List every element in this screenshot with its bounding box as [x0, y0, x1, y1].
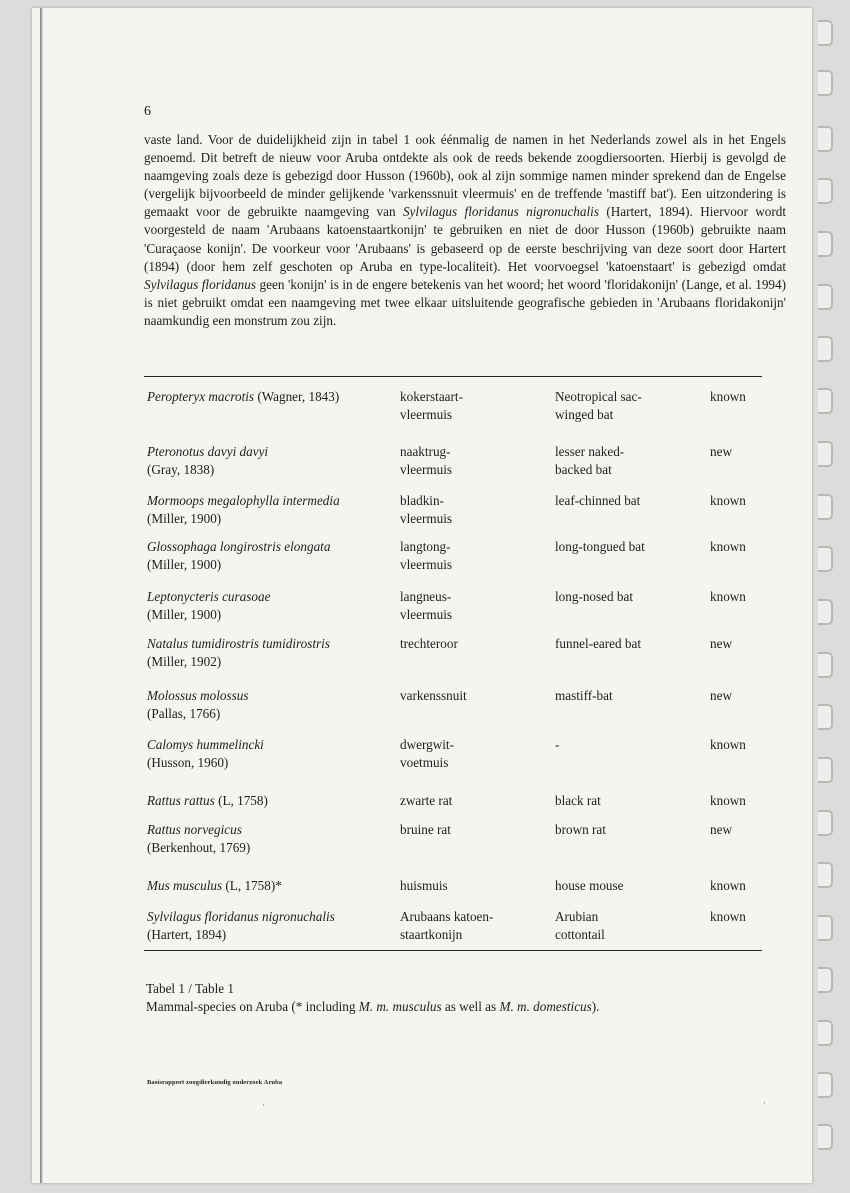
intro-species-name: Sylvilagus floridanus [144, 276, 256, 292]
scan-speck: · [262, 1100, 265, 1110]
status-cell: new [710, 444, 732, 459]
status-cell: known [710, 539, 746, 554]
species-cell [147, 908, 397, 943]
english-name: house mouse [555, 878, 624, 893]
species-author: (L, 1758)* [225, 878, 282, 893]
table-caption [146, 980, 786, 1015]
binder-ring [818, 599, 833, 625]
species-author: (Hartert, 1894) [147, 926, 227, 942]
status-cell: new [710, 822, 732, 837]
binder-ring [818, 915, 833, 941]
english-name: black rat [555, 793, 601, 808]
species-author: (Pallas, 1766) [147, 705, 221, 721]
intro-text: (Hartert, 1894). Hiervoor wordt voorgesteld de naam 'Arubaans katoenstaartkonijn' te gebruiken en niet de door Husson (1960b) gebruikte naam 'Curaçaose konijn'. De voorkeur voor 'Arubaans' is gebaseerd op de eerste beschrijving van deze soort door Hartert (1894) (door hem zelf geschoten op Aruba en type-localiteit). Het voorvoegsel 'katoenstaart' is gebezigd omdat [144, 204, 786, 274]
intro-text: geen 'konijn' is in de engere betekenis van het woord; het woord 'floridakonijn' (Lange, et al. 1994) is niet gebruikt omdat een naamgeving met twee elkaar uitsluitende geografische gebieden in 'Arubaans floridakonijn' naamkundig een monstrum zou zijn. [144, 276, 786, 328]
scientific-name: Glossophaga longirostris elongata [147, 539, 331, 554]
dutch-name: bruine rat [400, 822, 451, 837]
binder-ring [818, 546, 833, 572]
species-cell [147, 687, 397, 722]
binder-ring [818, 494, 833, 520]
binder-ring [818, 1020, 833, 1046]
scientific-name: Peropteryx macrotis [147, 389, 255, 404]
binder-ring [818, 20, 833, 46]
species-cell [147, 388, 397, 406]
status-cell: known [710, 589, 746, 604]
binder-ring [818, 1124, 833, 1150]
binder-ring [818, 126, 833, 152]
english-name: lesser naked- backed bat [555, 444, 625, 477]
intro-paragraph [144, 131, 786, 330]
scientific-name: Calomys hummelincki [147, 737, 264, 752]
english-name: - [555, 737, 560, 752]
dutch-name: zwarte rat [400, 793, 453, 808]
status-cell: known [710, 737, 746, 752]
english-name: long-nosed bat [555, 589, 634, 604]
scientific-name: Leptonycteris curasoae [147, 589, 271, 604]
status-cell: new [710, 636, 732, 651]
status-cell: known [710, 389, 746, 404]
status-cell: known [710, 793, 746, 808]
binding-edge [40, 8, 43, 1183]
caption-description: Mammal-species on Aruba (* including M. m. musculus as well as M. m. domesticus). [146, 998, 600, 1014]
scientific-name: Rattus norvegicus [147, 822, 242, 837]
species-cell [147, 736, 397, 771]
english-name: Neotropical sac- winged bat [555, 389, 642, 422]
english-name: leaf-chinned bat [555, 493, 641, 508]
status-cell: known [710, 878, 746, 893]
english-name: brown rat [555, 822, 606, 837]
status-cell: new [710, 688, 732, 703]
binder-ring [818, 388, 833, 414]
species-cell [147, 492, 397, 527]
species-author: (Miller, 1900) [147, 556, 222, 572]
scientific-name: Mormoops megalophylla intermedia [147, 493, 340, 508]
species-cell [147, 792, 397, 810]
species-author: (Wagner, 1843) [257, 389, 340, 404]
species-cell [147, 877, 397, 895]
species-author: (Berkenhout, 1769) [147, 839, 251, 855]
species-author: (Husson, 1960) [147, 754, 229, 770]
scientific-name: Natalus tumidirostris tumidirostris [147, 636, 330, 651]
species-cell [147, 588, 397, 623]
scientific-name: Molossus molossus [147, 688, 249, 703]
species-author: (Miller, 1900) [147, 510, 222, 526]
dutch-name: naaktrug- vleermuis [400, 444, 453, 477]
dutch-name: huismuis [400, 878, 448, 893]
scientific-name: Mus musculus [147, 878, 223, 893]
scientific-name: Pteronotus davyi davyi [147, 444, 269, 459]
dutch-name: dwergwit- voetmuis [400, 737, 454, 770]
dutch-name: varkenssnuit [400, 688, 467, 703]
species-author: (Miller, 1900) [147, 606, 222, 622]
binder-ring [818, 757, 833, 783]
english-name: long-tongued bat [555, 539, 645, 554]
intro-species-name: Sylvilagus floridanus nigronuchalis [402, 204, 599, 220]
binder-ring [818, 967, 833, 993]
dutch-name: langtong- vleermuis [400, 539, 453, 572]
binder-ring [818, 1072, 833, 1098]
binder-ring [818, 810, 833, 836]
species-author: (Miller, 1902) [147, 653, 222, 669]
binder-ring [818, 441, 833, 467]
binder-ring [818, 231, 833, 257]
english-name: mastiff-bat [555, 688, 613, 703]
species-cell [147, 443, 397, 478]
page-number: 6 [144, 104, 151, 119]
dutch-name: kokerstaart- vleermuis [400, 389, 463, 422]
dutch-name: langneus- vleermuis [400, 589, 453, 622]
status-cell: known [710, 909, 746, 924]
scientific-name: Sylvilagus floridanus nigronuchalis [147, 909, 335, 924]
binder-ring [818, 70, 833, 96]
scan-speck: · [763, 1098, 766, 1108]
caption-title: Tabel 1 / Table 1 [146, 981, 234, 996]
intro-text: vaste land. Voor de duidelijkheid zijn in tabel 1 ook éénmalig de namen in het Nederlands zowel als in het Engels genoemd. Dit betreft de nieuw voor Aruba ontdekte als ook de reeds bekende zoogdiersoorten. Hierbij is gevolgd de naamgeving zoals deze is gebezigd door Husson (1960b), ook al zijn sommige namen minder sprekend dan de Engelse (vergelijk bijvoorbeeld de minder gelijkende 'varkenssnuit vleermuis' en de treffende 'mastiff bat'). Een uitzondering is gemaakt voor de gebruikte naamgeving van [144, 132, 786, 220]
scientific-name: Rattus rattus [147, 793, 215, 808]
species-author: (Gray, 1838) [147, 461, 215, 477]
dutch-name: bladkin- vleermuis [400, 493, 453, 526]
table-top-rule [144, 376, 762, 377]
species-cell [147, 821, 397, 856]
status-cell: known [710, 493, 746, 508]
binder-ring [818, 862, 833, 888]
table-bottom-rule [144, 950, 762, 951]
binder-ring [818, 178, 833, 204]
binder-ring [818, 284, 833, 310]
binder-ring [818, 704, 833, 730]
english-name: funnel-eared bat [555, 636, 642, 651]
binder-ring [818, 652, 833, 678]
binder-ring [818, 336, 833, 362]
page-footer: Basisrapport zoogdierkundig onderzoek Aruba [147, 1079, 283, 1086]
dutch-name: Arubaans katoen- staartkonijn [400, 909, 494, 942]
species-cell [147, 635, 397, 670]
species-cell [147, 538, 397, 573]
dutch-name: trechteroor [400, 636, 458, 651]
english-name: Arubian cottontail [555, 909, 605, 942]
species-author: (L, 1758) [218, 793, 268, 808]
